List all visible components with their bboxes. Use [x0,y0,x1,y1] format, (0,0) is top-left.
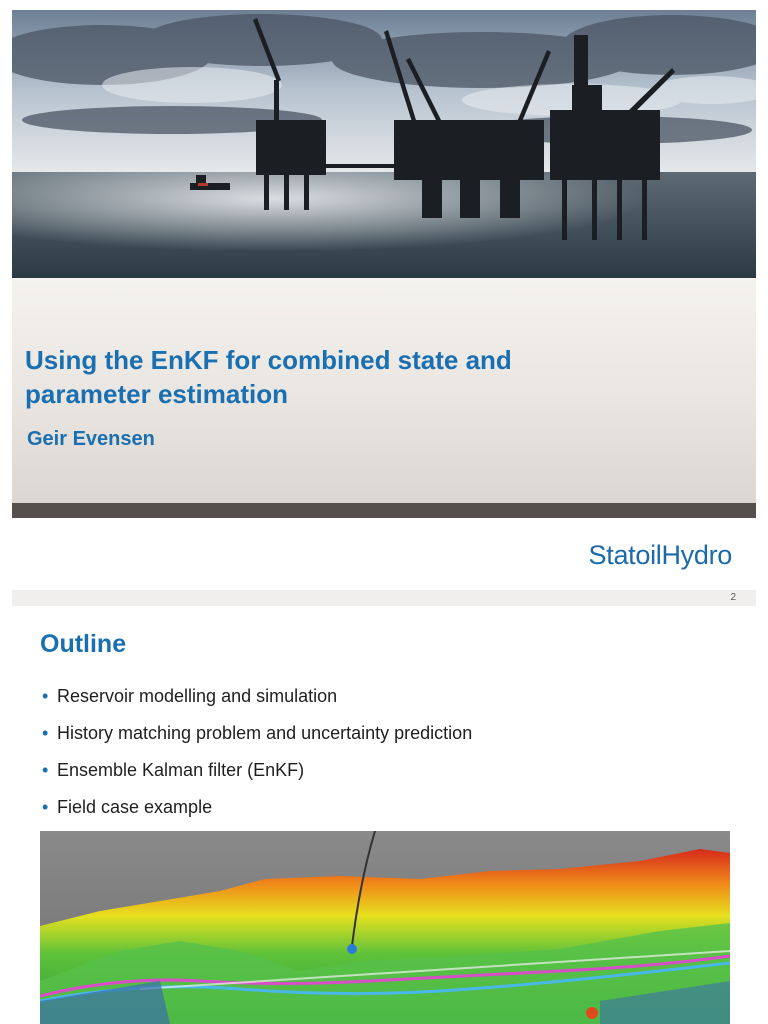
bullet-icon: • [42,686,49,706]
list-item: • Ensemble Kalman filter (EnKF) [42,760,305,780]
presentation-title: Using the EnKF for combined state and parameter estimation [25,345,512,409]
bullet-icon: • [42,797,49,817]
list-item: • History matching problem and uncertainty prediction [42,723,473,743]
outline-bullet-list [40,685,472,833]
list-item: • Reservoir modelling and simulation [42,686,338,706]
title-band [12,278,756,503]
title-divider-bar [12,503,756,518]
outline-heading: Outline [40,630,127,658]
reservoir-model-render [40,831,730,1024]
slide-header-bar [12,590,756,606]
list-item: • Field case example [42,797,213,817]
page-number: 2 [730,592,736,603]
author-name: Geir Evensen [27,428,155,450]
bullet-icon: • [42,723,49,743]
statoilhydro-logo: StatoilHydro [588,540,732,570]
bullet-icon: • [42,760,49,780]
title-slide [12,10,756,570]
offshore-platform-photo [12,10,756,278]
outline-slide [12,590,756,1024]
